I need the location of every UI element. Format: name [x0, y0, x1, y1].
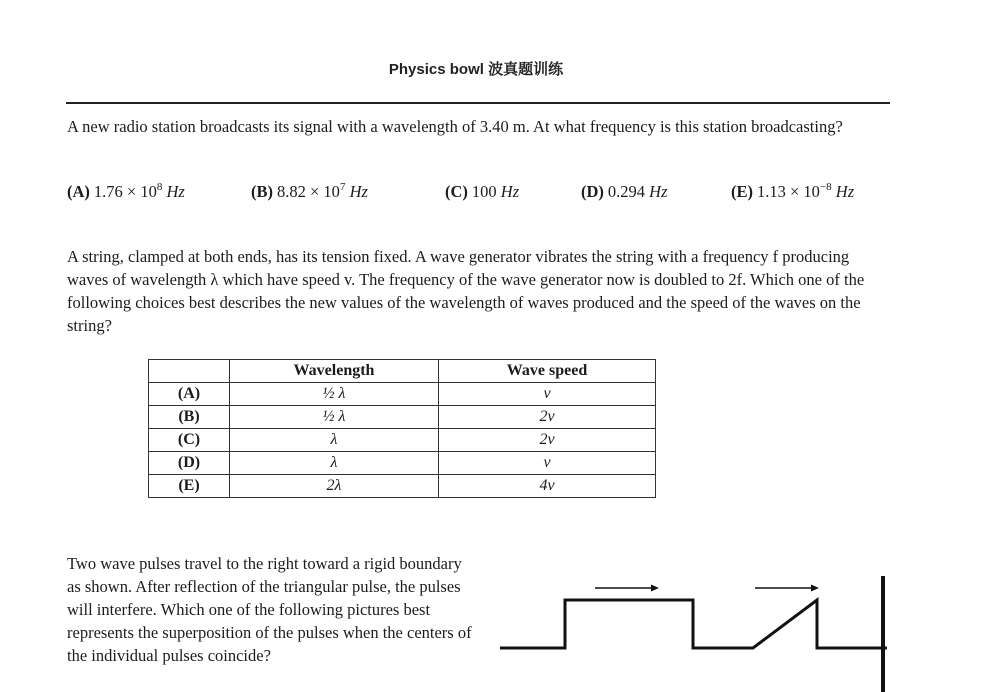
- row-option: (E): [149, 475, 230, 498]
- question-2-text: A string, clamped at both ends, has its tension fixed. A wave generator vibrates the string with a frequency f producing waves of wavelength λ which have speed v. The frequency of the wave generator now is doubled to 2f. Which one of the following choices best describes the new values of the wavelength of waves produced and the speed of the waves on the string?: [67, 247, 865, 335]
- row-speed: 2v: [439, 429, 656, 452]
- row-speed: 4v: [439, 475, 656, 498]
- table-header-option: [149, 360, 230, 383]
- question-1-choices: [67, 182, 907, 206]
- row-wavelength: ½ λ: [230, 383, 439, 406]
- choice-c: (C) 100 Hz: [445, 182, 520, 201]
- question-3-text: Two wave pulses travel to the right toward a rigid boundary as shown. After reflection of the triangular pulse, the pulses will interfere. Which one of the following pictures best represents the superposition of the pulses when the centers of the individual pulses coincide?: [67, 554, 472, 665]
- row-option: (C): [149, 429, 230, 452]
- table-row: [149, 429, 656, 452]
- row-option: (D): [149, 452, 230, 475]
- table-row: [149, 475, 656, 498]
- row-wavelength: λ: [230, 429, 439, 452]
- choice-d: (D) 0.294 Hz: [581, 182, 668, 201]
- row-speed: 2v: [439, 406, 656, 429]
- row-wavelength: λ: [230, 452, 439, 475]
- choice-a: (A) $1.76 \times 10^8$ Hz: [67, 181, 185, 201]
- table-row: [149, 383, 656, 406]
- row-option: (A): [149, 383, 230, 406]
- choice-e: (E) $1.13 \times 10^{-8}$ Hz: [731, 181, 855, 201]
- table-row: [149, 452, 656, 475]
- pulse-string: [500, 600, 887, 648]
- table-header-wavelength: Wavelength: [230, 360, 439, 383]
- header-rule: [66, 102, 890, 104]
- question-1-text: A new radio station broadcasts its signal with a wavelength of 3.40 m. At what frequency is this station broadcasting?: [67, 117, 843, 136]
- table-header-row: [149, 360, 656, 383]
- row-wavelength: 2λ: [230, 475, 439, 498]
- wave-pulse-figure: [495, 540, 895, 692]
- page-title: Physics bowl 波真题训练: [388, 61, 564, 78]
- row-option: (B): [149, 406, 230, 429]
- row-speed: v: [439, 383, 656, 406]
- right-arrow-icon: [595, 585, 659, 592]
- right-arrow-icon: [755, 585, 819, 592]
- table-row: [149, 406, 656, 429]
- table-header-speed: Wave speed: [439, 360, 656, 383]
- row-wavelength: ½ λ: [230, 406, 439, 429]
- choice-b: (B) $8.82 \times 10^7$ Hz: [251, 181, 368, 201]
- row-speed: v: [439, 452, 656, 475]
- answer-table: [148, 359, 656, 498]
